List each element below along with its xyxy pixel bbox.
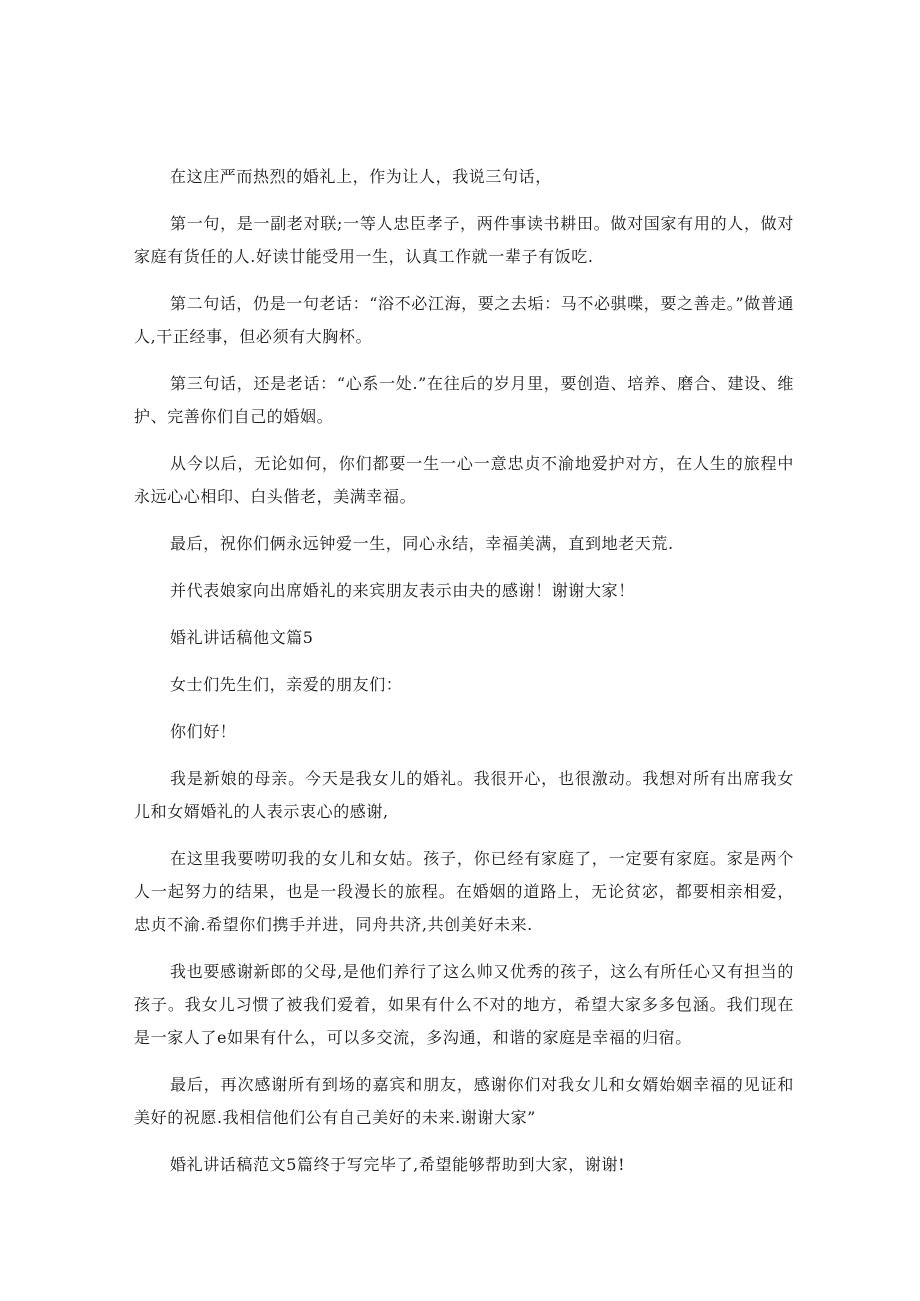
- paragraph-11: 我是新娘的母亲。今天是我女儿的婚礼。我很开心，也很激动。我想对所有出席我女儿和女婿婚礼的人表示衷心的感谢,: [134, 769, 794, 821]
- paragraph-9: 女士们先生们，亲爱的朋友们：: [170, 675, 403, 694]
- paragraph-14: 最后，再次感谢所有到场的嘉宾和朋友，感谢你们对我女儿和女婿始姻幸福的见证和美好的祝愿.我相信他们公有自己美好的未来.谢谢大家”: [134, 1075, 794, 1127]
- section-heading: 婚礼讲话稿他文篇5: [170, 628, 314, 647]
- paragraph-2: 第一句，是一副老对联;一等人忠臣孝子，两件事读书耕田。做对国家有用的人，做对家庭有货任的人.好读廿能受用一生，认真工作就一辈子有饭吃.: [134, 214, 794, 266]
- paragraph-3: 第二句话，仍是一句老话：“浴不必江海，要之去垢：马不必骐喋，要之善走。”做普通人,干正经事，但必须有大胸杯。: [134, 294, 794, 346]
- closing-paragraph: 婚礼讲话稿范文5篇终于写完毕了,希望能够帮助到大家，谢谢!: [170, 1155, 626, 1174]
- paragraph-7: 并代表娘家向出席婚礼的来宾朋友表示由夬的感谢！谢谢大家！: [170, 581, 635, 600]
- paragraph-6: 最后，祝你们俩永远钟爱一生，同心永结，幸福美满，直到地老天荒.: [170, 534, 674, 553]
- paragraph-12: 在这里我要唠叨我的女儿和女姑。孩子，你已经有家庭了，一定要有家庭。家是两个人一起努力的结果，也是一段漫长的旅程。在婚姻的道路上，无论贫宓，都要相亲相爱，忠贞不渝.希望你们携手并进，同舟共济,共创美好未来.: [134, 849, 794, 934]
- paragraph-4: 第三句话，还是老话：“心系一处.”在往后的岁月里，要创造、培养、磨合、建设、维护、完善你们自己的婚姻。: [134, 374, 794, 426]
- paragraph-13: 我也要感谢新郎的父母,是他们养行了这么帅又优秀的孩子，这么有所任心又有担当的孩子。我女儿习惯了被我们爱着，如果有什么不对的地方，希望大家多多包涵。我们现在是一家人了e如果有什么，可以多交流，多沟通，和谐的家庭是幸福的归宿。: [134, 962, 794, 1047]
- paragraph-10: 你们好！: [170, 722, 237, 741]
- document-body: [134, 160, 794, 1195]
- paragraph-1: 在这庄严而热烈的婚礼上，作为让人，我说三句话，: [170, 167, 552, 186]
- paragraph-5: 从今以后，无论如何，你们都要一生一心一意忠贞不渝地爱护对方，在人生的旅程中永远心心相印、白头偕老，美满幸福。: [134, 454, 794, 506]
